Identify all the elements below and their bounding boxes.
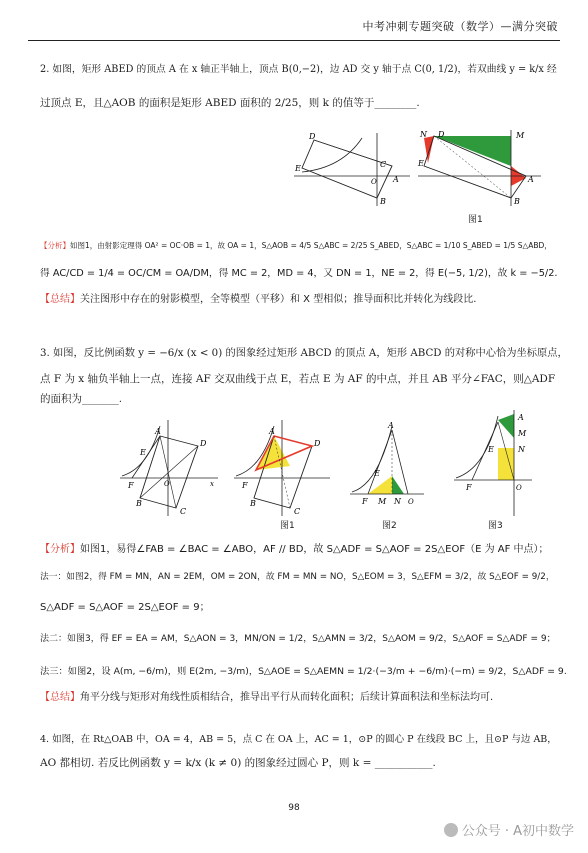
q3-method1a: 法一：如图2，得 FM = MN，AN = 2EM，OM = 2ON，故 FM = MN = NO，S△EOM = 3，S△EFM = 3/2，故 S△EOF = 9/2， [40, 572, 555, 582]
svg-text:N: N [518, 445, 525, 454]
svg-text:O: O [516, 484, 522, 492]
q3-line1: 3. 如图，反比例函数 y = −6/x (x < 0) 的图象经过矩形 ABCD 的顶点 A，矩形 ABCD 的对称中心恰为坐标原点， [40, 347, 568, 359]
svg-text:B: B [514, 197, 520, 206]
svg-text:A: A [393, 175, 399, 184]
q3-analysis [40, 542, 549, 557]
q3-fig-caption-2: 图2 [382, 521, 397, 531]
q2-analysis2: 得 AC/CD = 1/4 = OC/CM = OA/DM，得 MC = 2，MD = 4，又 DN = 1，NE = 2，得 E(−5, 1/2)，故 k = −5/2. [40, 268, 558, 279]
page-header [0, 8, 588, 38]
watermark-text: 公众号 · A初中数学 [461, 824, 574, 839]
q3-figure-3 [452, 408, 534, 518]
q3-analysis-tag: 【分析】 [40, 544, 80, 555]
q3-summary-text: 角平分线与矩形对角线性质相结合，推导出平行从而转化面积；后续计算面积法和坐标法均可. [80, 692, 494, 703]
q3-figure-1 [232, 418, 332, 518]
svg-text:B: B [250, 499, 256, 508]
q3-fig-caption-3: 图3 [488, 521, 503, 531]
svg-text:F: F [362, 497, 368, 506]
svg-text:E: E [295, 164, 301, 173]
svg-text:O: O [164, 480, 170, 488]
header-title: 中考冲刺专题突破（数学）—满分突破 [362, 20, 558, 33]
svg-text:O: O [408, 498, 414, 506]
q3-line3: 的面积为_______. [40, 393, 123, 405]
page-number: 98 [288, 803, 300, 813]
watermark [444, 820, 574, 839]
svg-text:E: E [488, 445, 494, 454]
q2-analysis1 [40, 238, 552, 253]
q3-summary-tag: 【总结】 [40, 692, 80, 703]
svg-text:N: N [394, 497, 401, 506]
q2-analysis1-text: 如图1，由射影定理得 OA² = OC·OB = 1，故 OA = 1，S△AOB = 4/5 S△ABC = 2/25 S_ABED，S△ABC = 1/10 S_ABED = 1/5 S△ABD， [70, 241, 552, 250]
svg-text:B: B [136, 499, 142, 508]
q2-fig-caption: 图1 [468, 215, 483, 225]
q3-analysis-text: 如图1，易得∠FAB = ∠BAC = ∠ABO，AF // BD，故 S△ADF = S△AOF = 2S△EOF（E 为 AF 中点）； [80, 544, 549, 555]
svg-text:M: M [516, 131, 525, 140]
svg-text:A: A [155, 427, 161, 436]
q3-method2: 法二：如图3，得 EF = EA = AM，S△AON = 3，MN/ON = 1/2，S△AMN = 3/2，S△AOM = 9/2，S△AOF = S△ADF = 9； [40, 634, 556, 644]
q2-line2: 过顶点 E，且△AOB 的面积是矩形 ABED 面积的 2/25，则 k 的值等于________. [40, 97, 420, 109]
q2-figure-right [416, 128, 546, 208]
svg-text:A: A [528, 175, 534, 184]
q3-method1b: S△ADF = S△AOF = 2S△EOF = 9； [40, 602, 210, 613]
svg-text:O: O [371, 178, 377, 186]
q2-figure-left [292, 128, 412, 208]
q2-summary-tag: 【总结】 [40, 294, 80, 305]
q2-summary [40, 292, 476, 307]
svg-text:F: F [242, 481, 248, 490]
svg-text:E: E [374, 469, 380, 478]
svg-text:N: N [420, 130, 427, 139]
svg-text:A: A [269, 427, 275, 436]
header-rule [28, 40, 560, 41]
q3-method3: 法三：如图2，设 A(m, −6/m)，则 E(2m, −3/m)，S△AOE = S△AEMN = 1/2·(−3/m + −6/m)·(−m) = 9/2，S△ADF = 9. [40, 666, 567, 677]
svg-text:D: D [314, 439, 321, 448]
svg-text:D: D [309, 132, 316, 141]
svg-text:F: F [128, 481, 134, 490]
svg-text:A: A [388, 421, 394, 430]
svg-text:D: D [200, 439, 207, 448]
svg-text:M: M [518, 429, 527, 438]
svg-text:C: C [380, 160, 387, 169]
svg-text:M: M [378, 497, 387, 506]
q2-line1: 2. 如图，矩形 ABED 的顶点 A 在 x 轴正半轴上，顶点 B(0,−2)，边 AD 交 y 轴于点 C(0, 1/2)，若双曲线 y = k/x 经 [40, 64, 557, 75]
svg-text:E: E [418, 159, 424, 168]
svg-text:B: B [380, 197, 386, 206]
q2-analysis-tag: 【分析】 [40, 241, 70, 250]
svg-text:F: F [466, 483, 472, 492]
svg-text:C: C [180, 507, 187, 516]
q3-summary [40, 690, 493, 705]
q2-summary-text: 关注图形中存在的射影模型，全等模型（平移）和 X 型相似；推导面积比并转化为线段比. [80, 294, 477, 305]
svg-text:x: x [210, 480, 214, 488]
svg-text:E: E [140, 448, 146, 457]
svg-text:C: C [294, 507, 301, 516]
q3-line2: 点 F 为 x 轴负半轴上一点，连接 AF 交双曲线于点 E，若点 E 为 AF 的中点，并且 AB 平分∠FAC，则△ADF [40, 373, 556, 385]
svg-text:D: D [438, 130, 445, 139]
q3-fig-caption-1: 图1 [280, 521, 295, 531]
wechat-icon [444, 823, 458, 837]
q4-line2: AO 都相切. 若反比例函数 y = k/x (k ≠ 0) 的图象经过圆心 P，则 k = ___________. [40, 757, 436, 769]
q4-line1: 4. 如图，在 Rt△OAB 中，OA = 4，AB = 5，点 C 在 OA 上，AC = 1，⊙P 的圆心 P 在线段 BC 上，且⊙P 与边 AB， [40, 734, 557, 745]
q3-figure-0 [118, 418, 222, 518]
svg-text:A: A [518, 413, 524, 422]
q3-figure-2 [348, 418, 426, 518]
